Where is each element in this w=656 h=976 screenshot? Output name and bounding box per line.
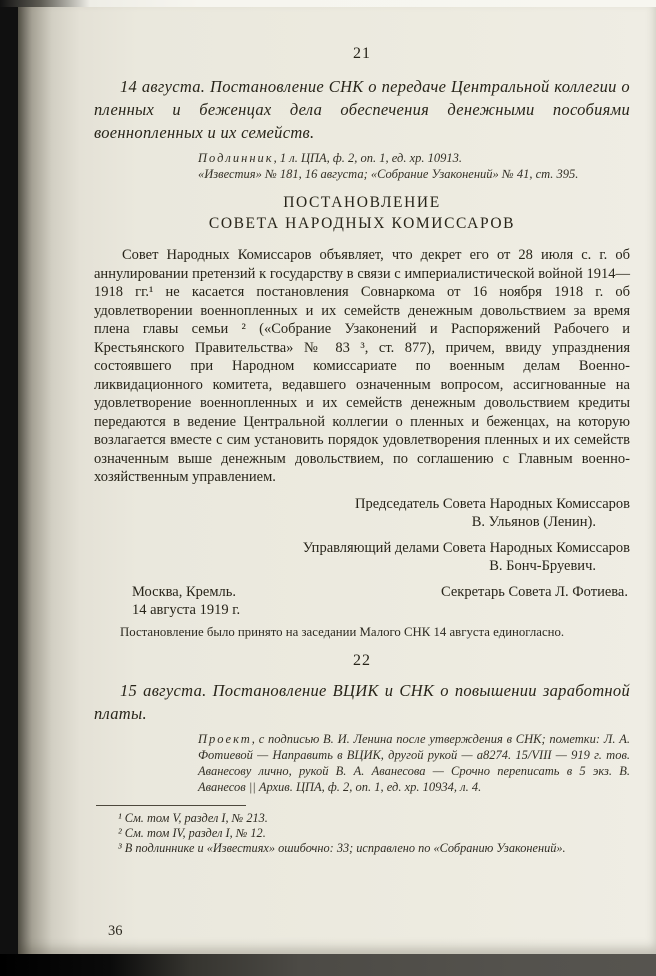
- signature-2-name: В. Бонч-Бруевич.: [489, 557, 596, 574]
- signature-2-role: Управляющий делами Совета Народных Комиссаров: [302, 539, 630, 556]
- signature-1-role: Председатель Совета Народных Комиссаров: [354, 495, 630, 512]
- page-number: 21: [353, 45, 371, 62]
- source-details: , с подписью В. И. Ленина после утверждения в СНК; пометки: Л. А. Фотиевой — Направить в ВЦИК, другой рукой — а8274. 15/VIII — 919 г. тов. Аванесову лично, рукой В. А. Аванесова — Срочно переписать в 5 экз. В. Аванесов || Архив. ЦПА, ф. 2, оп. 1, ед. хр. 10934, л. 4.: [198, 732, 630, 794]
- adoption-note: Постановление было принято на заседании Малого СНК 14 августа единогласно.: [120, 624, 565, 639]
- entry-22-source-text: [198, 731, 630, 795]
- entry-21: [94, 75, 630, 640]
- footnotes-section: [94, 805, 630, 856]
- footnote-1: ¹ См. том V, раздел I, № 213.: [118, 811, 268, 825]
- decree-title-line1: ПОСТАНОВЛЕНИЕ: [283, 194, 441, 211]
- signature-block-2: [94, 539, 630, 575]
- footnote-3: ³ В подлиннике и «Известиях» ошибочно: 33; исправлено по «Собранию Узаконений».: [118, 841, 566, 855]
- decree-body-paragraph: Совет Народных Комиссаров объявляет, что декрет его от 28 июля с. г. об аннулировании претензий к государству в связи с империалистической войной 1914—1918 гг.¹ не касается постановления Совнаркома от 16 ноября 1918 г. об удовлетворении военнопленных и их семейств денежным довольствием за время плена главы семьи ² («Собрание Узаконений и Распоряжений Рабочего и Крестьянского Правительства» № 83 ³, ст. 877), причем, ввиду упразднения состоявшего при Народном комиссариате по военным делам Военно-ликвидационного комитета, ведавшего означенным вопросом, ассигнованные на удовлетворение военнопленных и их семейств денежным довольствием кредиты передаются в ведение Центральной коллегии о пленных и беженцах, на которую возлагается вместе с сим установить порядок удовлетворения пленных и их семейств означенным выше денежным довольствием, по соглашению с Главным военно-хозяйственным управлением.: [94, 247, 630, 485]
- place-line: Москва, Кремль.: [132, 583, 236, 600]
- signature-gap: [94, 531, 630, 539]
- page-bottom-edge: [0, 954, 656, 976]
- footnote-divider: [96, 805, 246, 806]
- place-date-block: [94, 583, 240, 619]
- entry-21-heading: 14 августа. Постановление СНК о передаче Центральной коллегии о пленных и беженцах дела обеспечения денежными пособиями военнопленных и их семейств.: [94, 77, 630, 142]
- footnote-2: ² См. том IV, раздел I, № 12.: [118, 826, 266, 840]
- source-type-label: Подлинник: [198, 151, 274, 165]
- source-type-label: Проект: [198, 732, 252, 746]
- page-top-edge: [0, 0, 656, 7]
- page-content: [18, 7, 656, 954]
- entry-22-source: [198, 731, 630, 795]
- entry-22-number: 22: [353, 652, 371, 669]
- entry-21-source-line1: [198, 150, 630, 166]
- entry-22: [94, 652, 630, 795]
- decree-title-line2: СОВЕТА НАРОДНЫХ КОМИССАРОВ: [208, 215, 516, 232]
- decree-title: [94, 192, 630, 234]
- secretary-line: Секретарь Совета Л. Фотиева.: [441, 583, 628, 600]
- entry-21-source: [198, 150, 630, 182]
- signature-block-1: [94, 495, 630, 531]
- folio-number: 36: [108, 923, 123, 939]
- source-details: , 1 л. ЦПА, ф. 2, оп. 1, ед. хр. 10913.: [273, 151, 463, 165]
- signature-1-name: В. Ульянов (Ленин).: [471, 513, 596, 530]
- entry-21-source-line2: «Известия» № 181, 16 августа; «Собрание Узаконений» № 41, ст. 395.: [198, 167, 579, 181]
- date-line: 14 августа 1919 г.: [132, 601, 241, 618]
- place-date-row: [94, 583, 630, 619]
- entry-22-heading: 15 августа. Постановление ВЦИК и СНК о повышении заработной платы.: [94, 681, 630, 723]
